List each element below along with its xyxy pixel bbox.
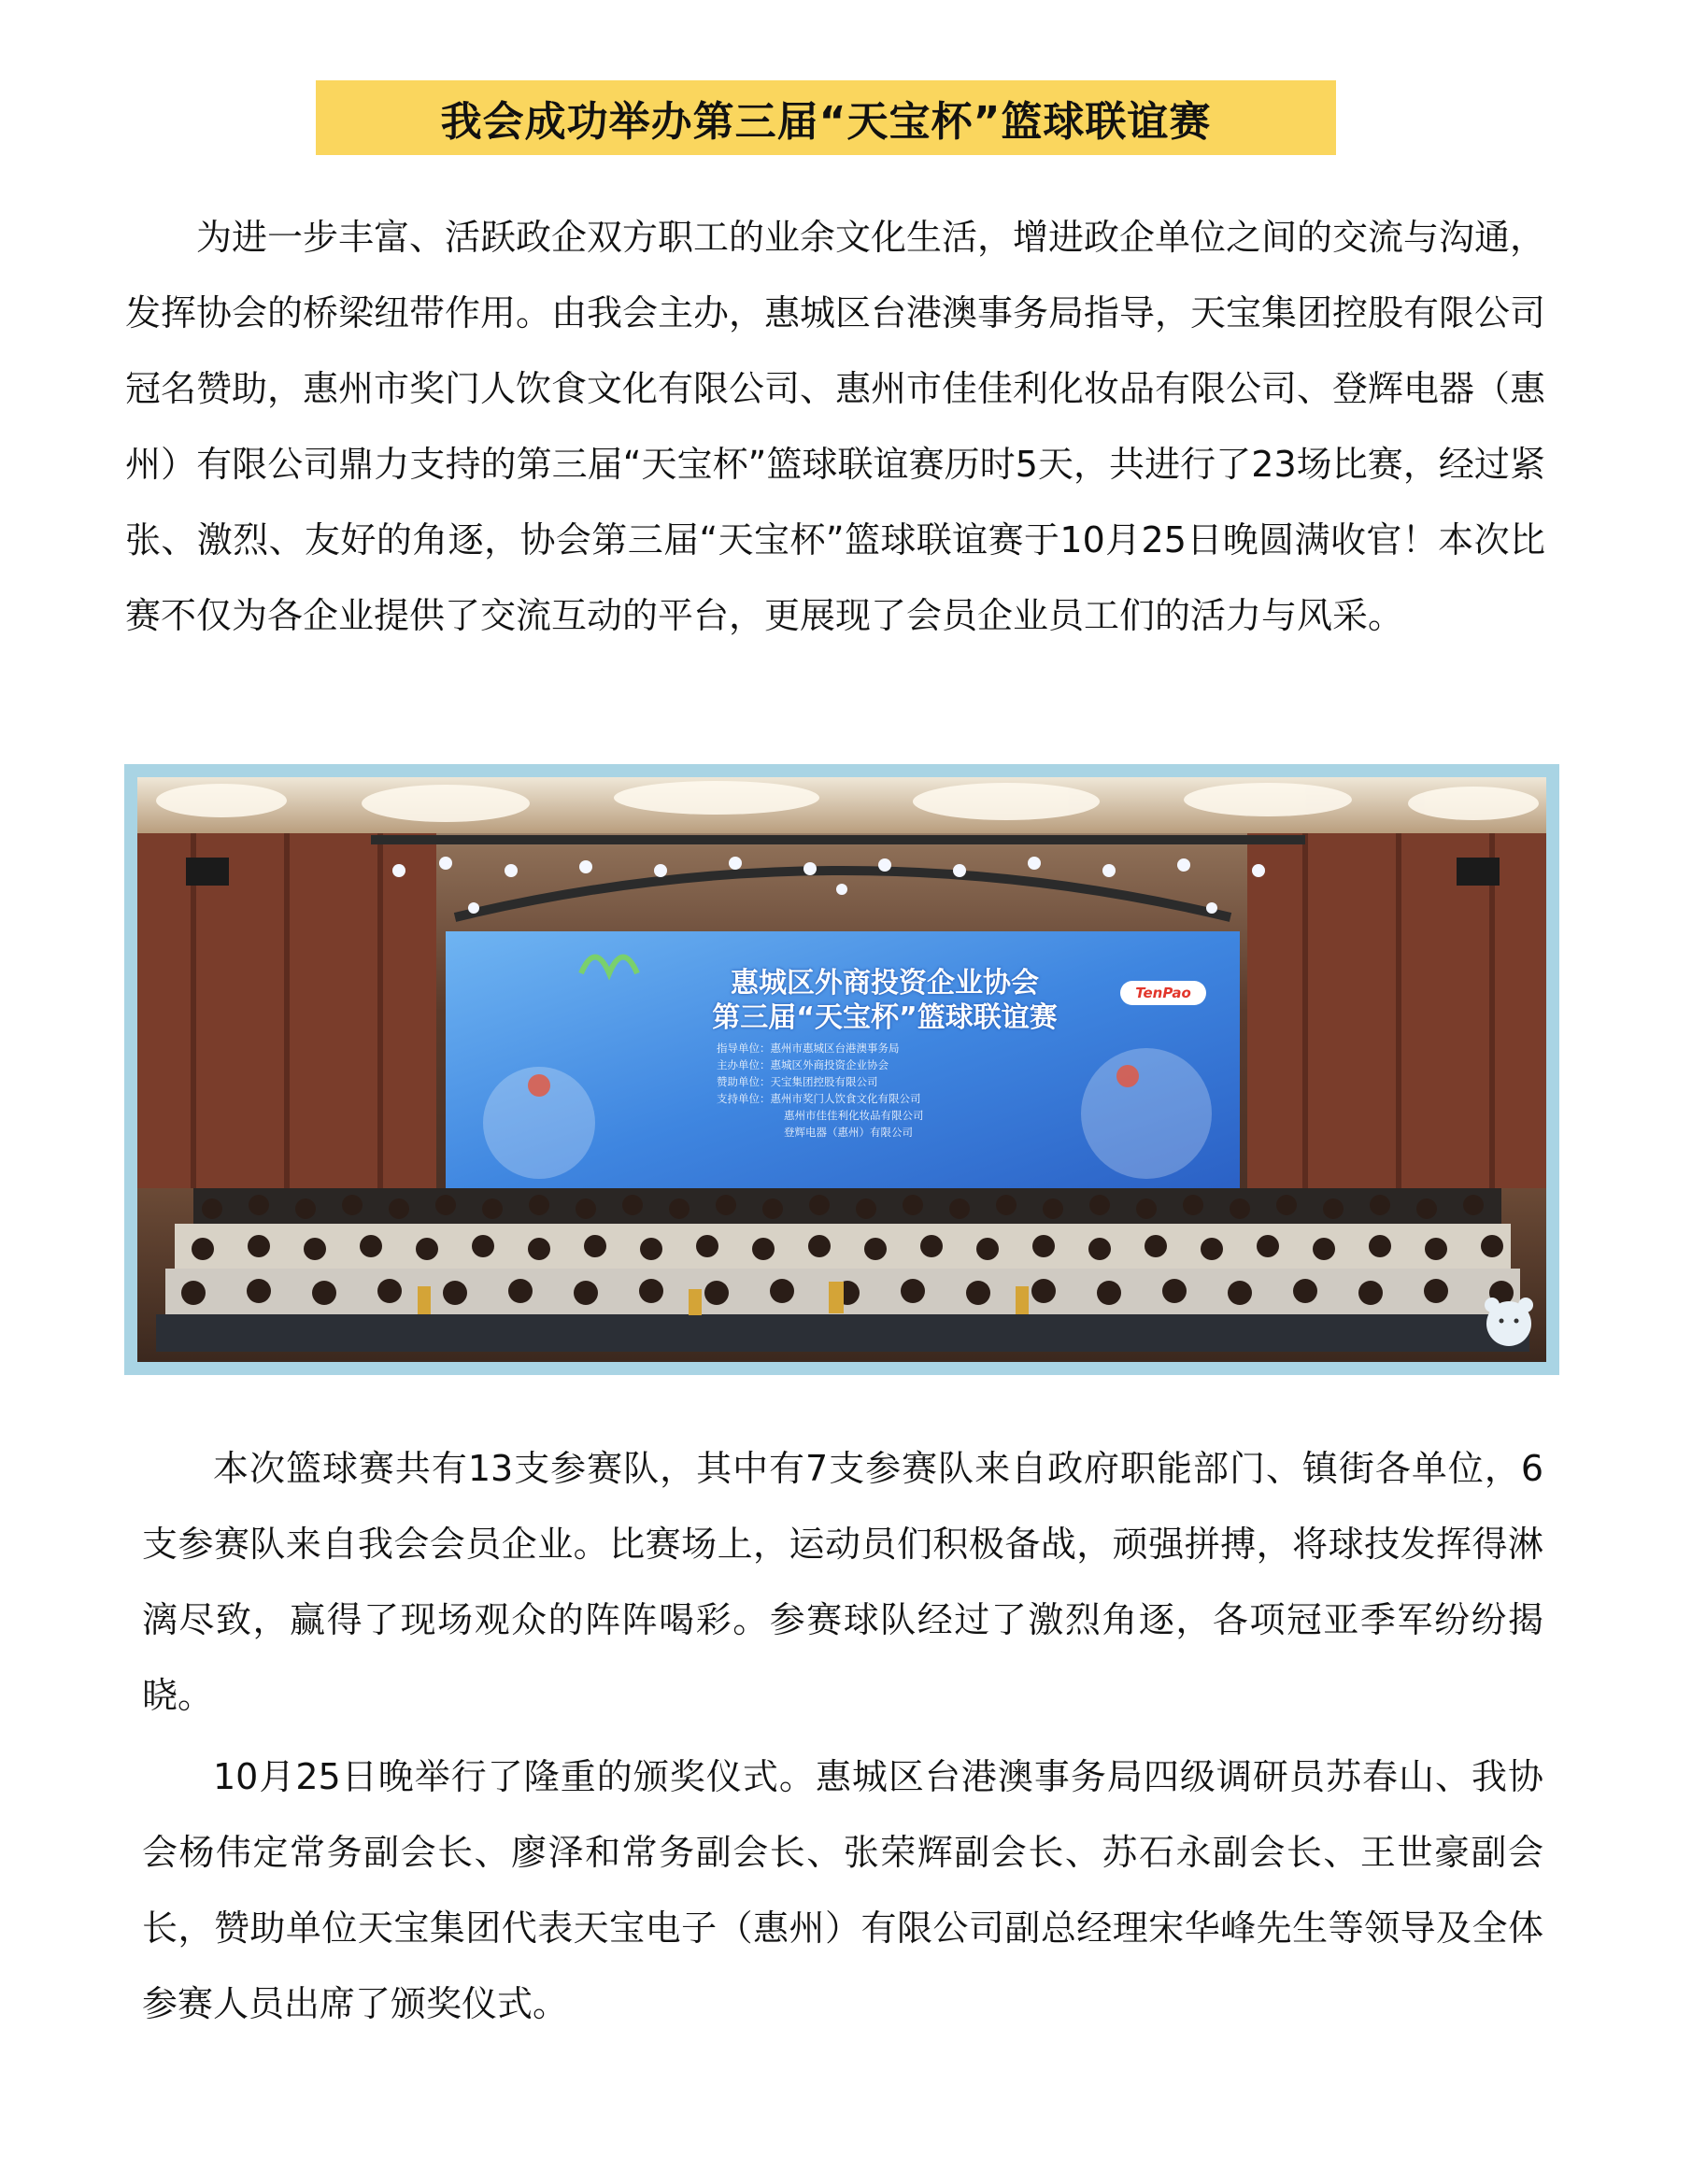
article-title: 我会成功举办第三届“天宝杯”篮球联谊赛 [440, 98, 1212, 146]
paragraph-teams: 本次篮球赛共有13支参赛队，其中有7支参赛队来自政府职能部门、镇街各单位，6支参赛队来自我会会员企业。比赛场上，运动员们积极备战，顽强拼搏，将球技发挥得淋漓尽致，赢得了现场观众的阵阵喝彩。参赛球队经过了激烈角逐，各项冠亚季军纷纷揭晓。 [142, 1448, 1543, 1716]
tenpao-logo: TenPao [1120, 981, 1206, 1005]
screen-line: 赞助单位：天宝集团控股有限公司 [717, 1075, 878, 1088]
paragraph-ceremony: 10月25日晚举行了隆重的颁奖仪式。惠城区台港澳事务局四级调研员苏春山、我协会杨伟定常务副会长、廖泽和常务副会长、张荣辉副会长、苏石永副会长、王世豪副会长，赞助单位天宝集团代表天宝电子（惠州）有限公司副总经理宋华峰先生等领导及全体参赛人员出席了颁奖仪式。 [142, 1756, 1543, 2024]
screen-line: 惠州市佳佳利化妆品有限公司 [784, 1109, 924, 1122]
screen-line: 指导单位：惠州市惠城区台港澳事务局 [717, 1042, 900, 1055]
screen-line: 支持单位：惠州市奖门人饮食文化有限公司 [717, 1092, 921, 1105]
paragraph-intro: 为进一步丰富、活跃政企双方职工的业余文化生活，增进政企单位之间的交流与沟通，发挥协会的桥梁纽带作用。由我会主办，惠城区台港澳事务局指导，天宝集团控股有限公司冠名赞助，惠州市奖门人饮食文化有限公司、惠州市佳佳利化妆品有限公司、登辉电器（惠州）有限公司鼎力支持的第三届“天宝杯”篮球联谊赛历时5天，共进行了23场比赛，经过紧张、激烈、友好的角逐，协会第三届“天宝杯”篮球联谊赛于10月25日晚圆满收官！本次比赛不仅为各企业提供了交流互动的平台，更展现了会员企业员工们的活力与风采。 [125, 217, 1546, 636]
title-banner [316, 80, 1336, 155]
event-photo-illustration [137, 777, 1546, 1362]
screen-title-line-1: 惠城区外商投资企业协会 [731, 967, 1039, 1000]
screen-title-line-2: 第三届“天宝杯”篮球联谊赛 [712, 1001, 1058, 1034]
photo-frame [124, 764, 1559, 1375]
screen-line: 登辉电器（惠州）有限公司 [784, 1126, 913, 1139]
screen-line: 主办单位：惠城区外商投资企业协会 [717, 1058, 889, 1071]
group-photo [137, 777, 1546, 1362]
